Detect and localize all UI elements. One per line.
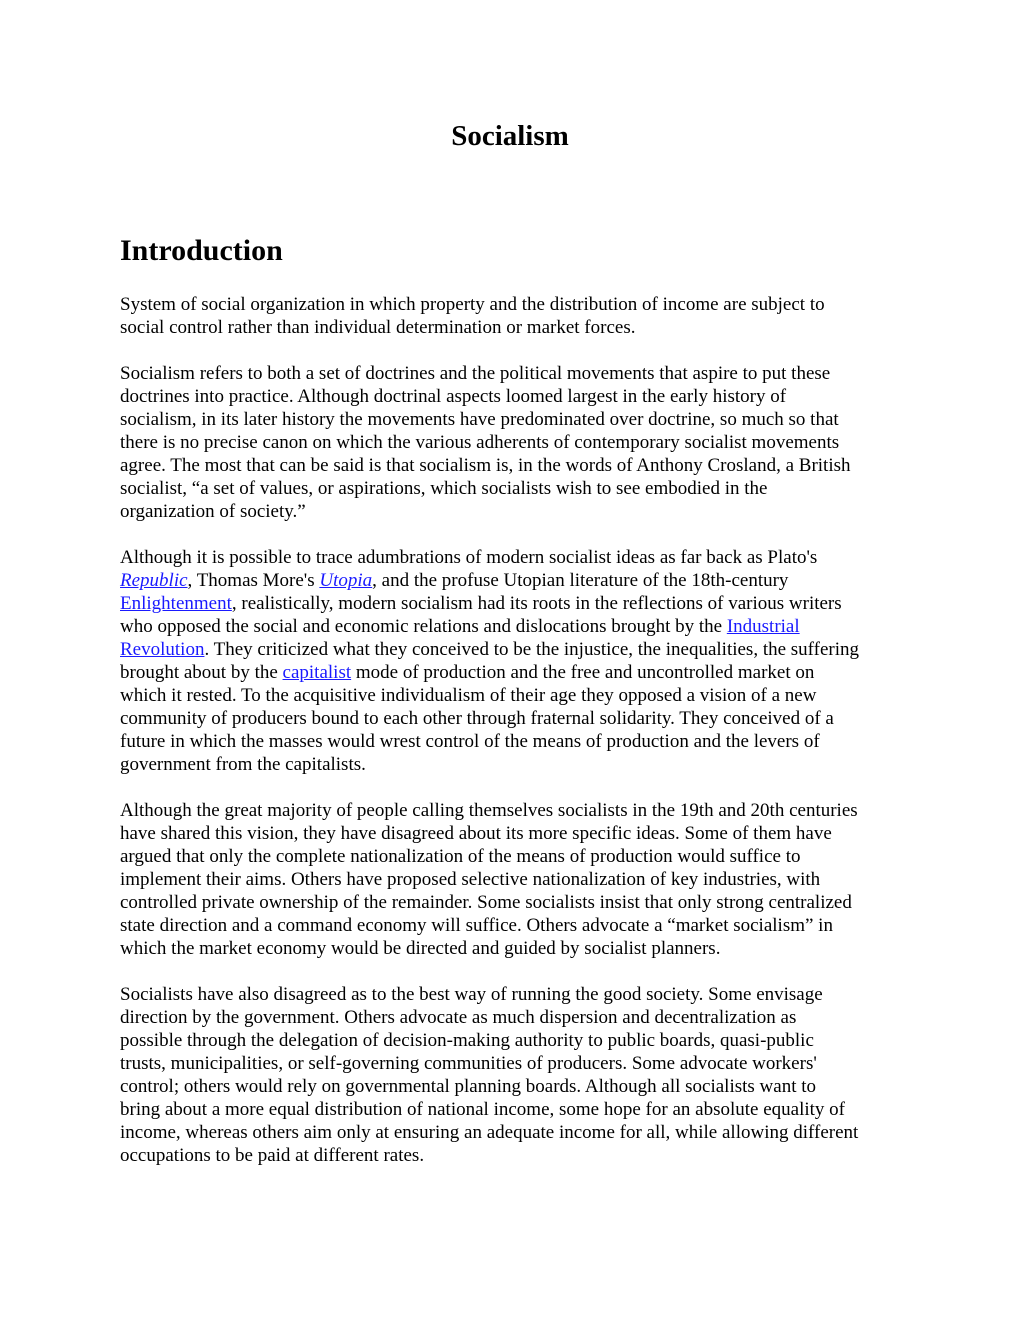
- paragraph: [120, 983, 940, 1167]
- link-enlightenment[interactable]: Enlightenment: [120, 593, 232, 614]
- paragraph-text: mode of production and the free and uncontrolled market on which it rested. To the acquisitive individualism of their age they opposed a vision of a new community of producers bound to each other through fraternal solidarity. They conceived of a future in which the masses would wrest control of the means of production and the levers of government from the capitalists.: [120, 662, 834, 775]
- paragraph: [120, 293, 940, 339]
- paragraph-text: , and the profuse Utopian literature of the 18th-century: [372, 570, 789, 591]
- document-body: [120, 293, 940, 1190]
- paragraph-text: , realistically, modern socialism had its roots in the reflections of various writers who opposed the social and economic relations and dislocations brought by the: [120, 593, 842, 637]
- paragraph-text: , Thomas More's: [187, 570, 320, 591]
- link-utopia[interactable]: Utopia: [319, 570, 373, 591]
- paragraph: [120, 799, 940, 960]
- paragraph-text: Although it is possible to trace adumbrations of modern socialist ideas as far back as Plato's: [120, 547, 818, 568]
- paragraph-text: System of social organization in which property and the distribution of income are subject to social control rather than individual determination or market forces.: [120, 294, 825, 338]
- link-industrial-revolution[interactable]: Industrial Revolution: [120, 616, 800, 660]
- paragraph-text: Although the great majority of people calling themselves socialists in the 19th and 20th centuries have shared this vision, they have disagreed about its more specific ideas. Some of them have argued that only the complete nationalization of the means of production would suffice to implement their aims. Others have proposed selective nationalization of key industries, with controlled private ownership of the remainder. Some socialists insist that only strong centralized state direction and a command economy will suffice. Others advocate a “market socialism” in which the market economy would be directed and guided by socialist planners.: [120, 800, 858, 959]
- document-title: Socialism: [451, 120, 569, 152]
- section-heading-introduction: Introduction: [120, 234, 283, 267]
- paragraph: [120, 546, 940, 776]
- link-republic[interactable]: Republic: [120, 570, 188, 591]
- paragraph-text: . They criticized what they conceived to be the injustice, the inequalities, the suffering brought about by the: [120, 639, 860, 683]
- link-capitalist[interactable]: capitalist: [282, 662, 352, 683]
- paragraph: [120, 362, 940, 523]
- paragraph-text: Socialists have also disagreed as to the best way of running the good society. Some envisage direction by the government. Others advocate as much dispersion and decentralization as possible through the delegation of decision-making authority to public boards, quasi-public trusts, municipalities, or self-governing communities of producers. Some advocate workers' control; others would rely on governmental planning boards. Although all socialists want to bring about a more equal distribution of national income, some hope for an absolute equality of income, whereas others aim only at ensuring an adequate income for all, while allowing different occupations to be paid at different rates.: [120, 984, 859, 1166]
- paragraph-text: Socialism refers to both a set of doctrines and the political movements that aspire to put these doctrines into practice. Although doctrinal aspects loomed largest in the early history of socialism, in its later history the movements have predominated over doctrine, so much so that there is no precise canon on which the various adherents of contemporary socialist movements agree. The most that can be said is that socialism is, in the words of Anthony Crosland, a British socialist, “a set of values, or aspirations, which socialists wish to see embodied in the organization of society.”: [120, 363, 851, 522]
